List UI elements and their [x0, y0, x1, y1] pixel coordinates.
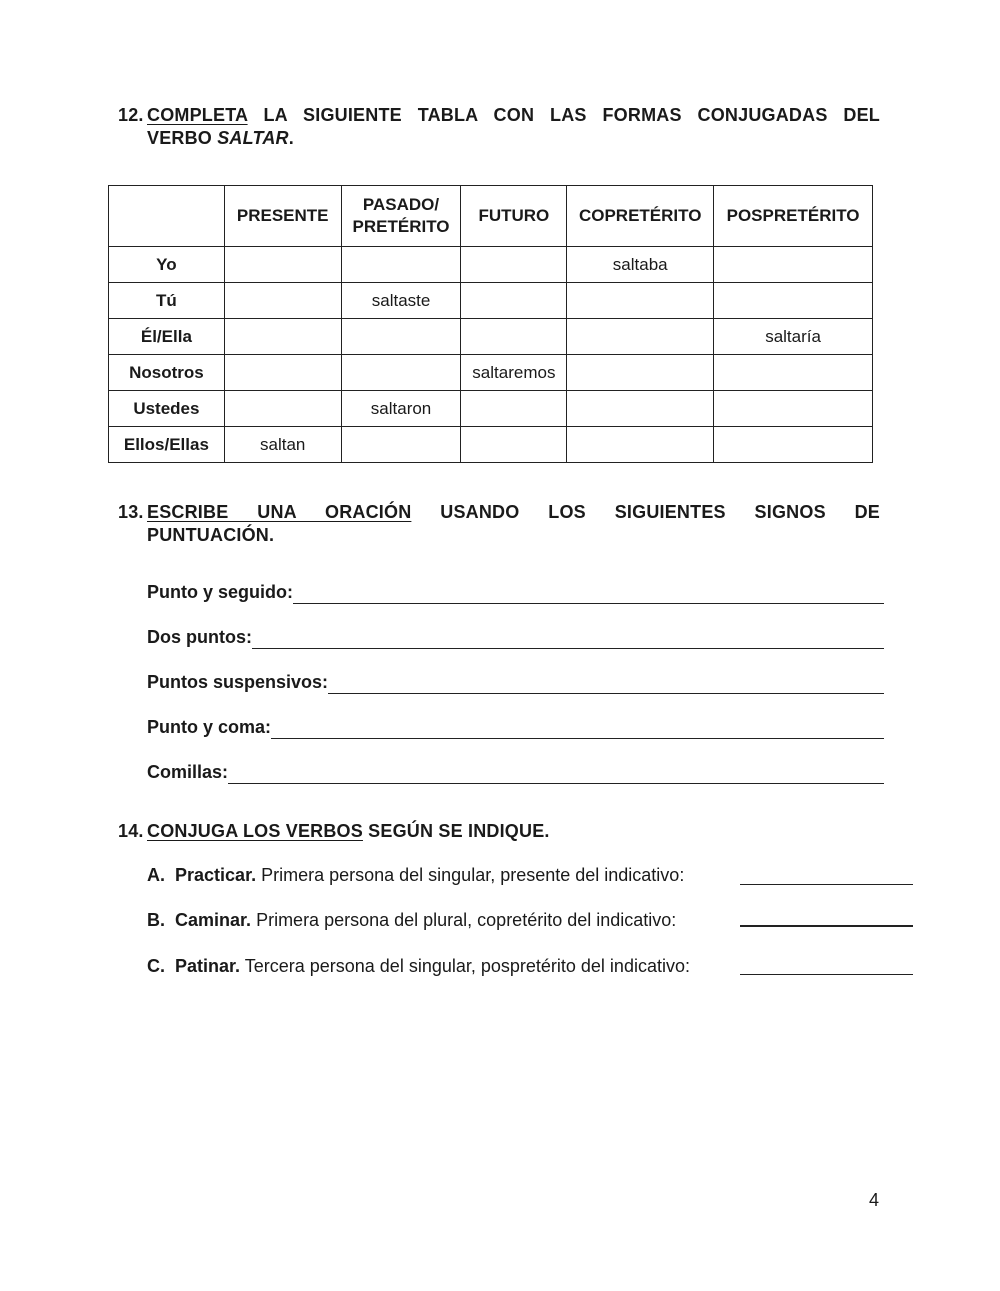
header-presente: PRESENTE	[224, 186, 341, 247]
table-row	[109, 427, 873, 463]
table-cell[interactable]	[341, 247, 461, 283]
field-label: Punto y coma:	[147, 717, 272, 737]
item-b	[147, 910, 676, 931]
table-cell[interactable]: saltaron	[341, 391, 461, 427]
table-cell[interactable]	[341, 427, 461, 463]
row-label: Nosotros	[109, 355, 225, 391]
answer-line[interactable]	[328, 693, 884, 694]
answer-line-c[interactable]	[740, 974, 913, 975]
question-12-verb: COMPLETA	[147, 105, 248, 125]
table-cell[interactable]	[461, 391, 567, 427]
question-12-line2-suffix: .	[288, 128, 294, 148]
table-row	[109, 355, 873, 391]
row-label: Él/Ella	[109, 319, 225, 355]
item-instruction: Primera persona del plural, copretérito del indicativo:	[251, 910, 677, 930]
question-13-underlined: ESCRIBE UNA ORACIÓN	[147, 502, 412, 522]
field-label: Puntos suspensivos:	[147, 672, 329, 692]
table-cell[interactable]	[714, 427, 873, 463]
header-empty	[109, 186, 225, 247]
item-verb: Practicar.	[175, 865, 257, 885]
table-cell[interactable]	[567, 391, 714, 427]
table-cell[interactable]	[461, 283, 567, 319]
header-pasado-line1: PASADO/	[362, 195, 440, 214]
table-cell[interactable]	[714, 391, 873, 427]
header-pasado-line2: PRETÉRITO	[352, 217, 450, 236]
field-label: Punto y seguido:	[147, 582, 293, 602]
table-cell[interactable]: saltaba	[567, 247, 714, 283]
item-instruction: Primera persona del singular, presente del indicativo:	[256, 865, 685, 885]
table-cell[interactable]	[714, 247, 873, 283]
table-cell[interactable]	[224, 247, 341, 283]
table-cell[interactable]	[567, 283, 714, 319]
table-cell[interactable]: saltaste	[341, 283, 461, 319]
table-cell[interactable]	[224, 319, 341, 355]
item-a	[147, 865, 684, 886]
table-cell[interactable]	[224, 355, 341, 391]
answer-line[interactable]	[293, 603, 884, 604]
row-label: Ustedes	[109, 391, 225, 427]
item-verb: Caminar.	[175, 910, 252, 930]
row-label: Yo	[109, 247, 225, 283]
table-cell[interactable]	[714, 283, 873, 319]
table-cell[interactable]: saltaremos	[461, 355, 567, 391]
question-12-line1	[147, 104, 880, 127]
field-punto-y-coma	[147, 717, 884, 738]
table-cell[interactable]	[567, 319, 714, 355]
answer-line-a[interactable]	[740, 884, 913, 885]
field-punto-y-seguido	[147, 582, 884, 603]
table-cell[interactable]	[567, 355, 714, 391]
field-label: Dos puntos:	[147, 627, 252, 647]
item-letter: B.	[147, 910, 165, 930]
question-13-rest: USANDO LOS SIGUIENTES SIGNOS DE	[440, 502, 881, 522]
table-row	[109, 319, 873, 355]
table-cell[interactable]: saltan	[224, 427, 341, 463]
answer-line[interactable]	[228, 783, 884, 784]
table-cell[interactable]	[461, 427, 567, 463]
question-12-rest: LA SIGUIENTE TABLA CON LAS FORMAS CONJUGADAS DEL	[263, 105, 880, 125]
question-13-line2: PUNTUACIÓN.	[147, 525, 275, 545]
page-number: 4	[869, 1190, 880, 1210]
question-13-number: 13.	[118, 502, 144, 522]
conjugation-table	[108, 185, 873, 463]
field-puntos-suspensivos	[147, 672, 884, 693]
row-label: Tú	[109, 283, 225, 319]
question-14-underlined: CONJUGA LOS VERBOS	[147, 821, 363, 841]
table-header-row	[109, 186, 873, 247]
question-12-number: 12.	[118, 105, 144, 125]
item-letter: A.	[147, 865, 165, 885]
header-pasado	[341, 186, 461, 247]
question-12-line2-prefix: VERBO	[147, 128, 218, 148]
table-row	[109, 247, 873, 283]
field-dos-puntos	[147, 627, 884, 648]
field-comillas	[147, 762, 884, 783]
question-12-line2	[147, 127, 294, 150]
table-cell[interactable]	[461, 319, 567, 355]
table-cell[interactable]	[341, 355, 461, 391]
table-cell[interactable]	[567, 427, 714, 463]
table-cell[interactable]	[224, 283, 341, 319]
header-copreterito: COPRETÉRITO	[567, 186, 714, 247]
question-13-line1	[147, 501, 880, 524]
item-c	[147, 956, 690, 977]
table-row	[109, 283, 873, 319]
table-cell[interactable]	[224, 391, 341, 427]
field-label: Comillas:	[147, 762, 229, 782]
item-letter: C.	[147, 956, 165, 976]
question-14-line	[147, 820, 550, 843]
header-pospreterito: POSPRETÉRITO	[714, 186, 873, 247]
question-14-number: 14.	[118, 821, 144, 841]
item-instruction: Tercera persona del singular, pospretérito del indicativo:	[240, 956, 690, 976]
item-verb: Patinar.	[175, 956, 241, 976]
table-cell[interactable]: saltaría	[714, 319, 873, 355]
table-cell[interactable]	[714, 355, 873, 391]
table-cell[interactable]	[341, 319, 461, 355]
row-label: Ellos/Ellas	[109, 427, 225, 463]
question-14-rest: SEGÚN SE INDIQUE.	[362, 821, 550, 841]
answer-line[interactable]	[252, 648, 884, 649]
table-row	[109, 391, 873, 427]
header-futuro: FUTURO	[461, 186, 567, 247]
answer-line-b[interactable]	[740, 925, 913, 927]
table-cell[interactable]	[461, 247, 567, 283]
answer-line[interactable]	[271, 738, 884, 739]
question-12-verb-italic: SALTAR	[217, 128, 289, 148]
